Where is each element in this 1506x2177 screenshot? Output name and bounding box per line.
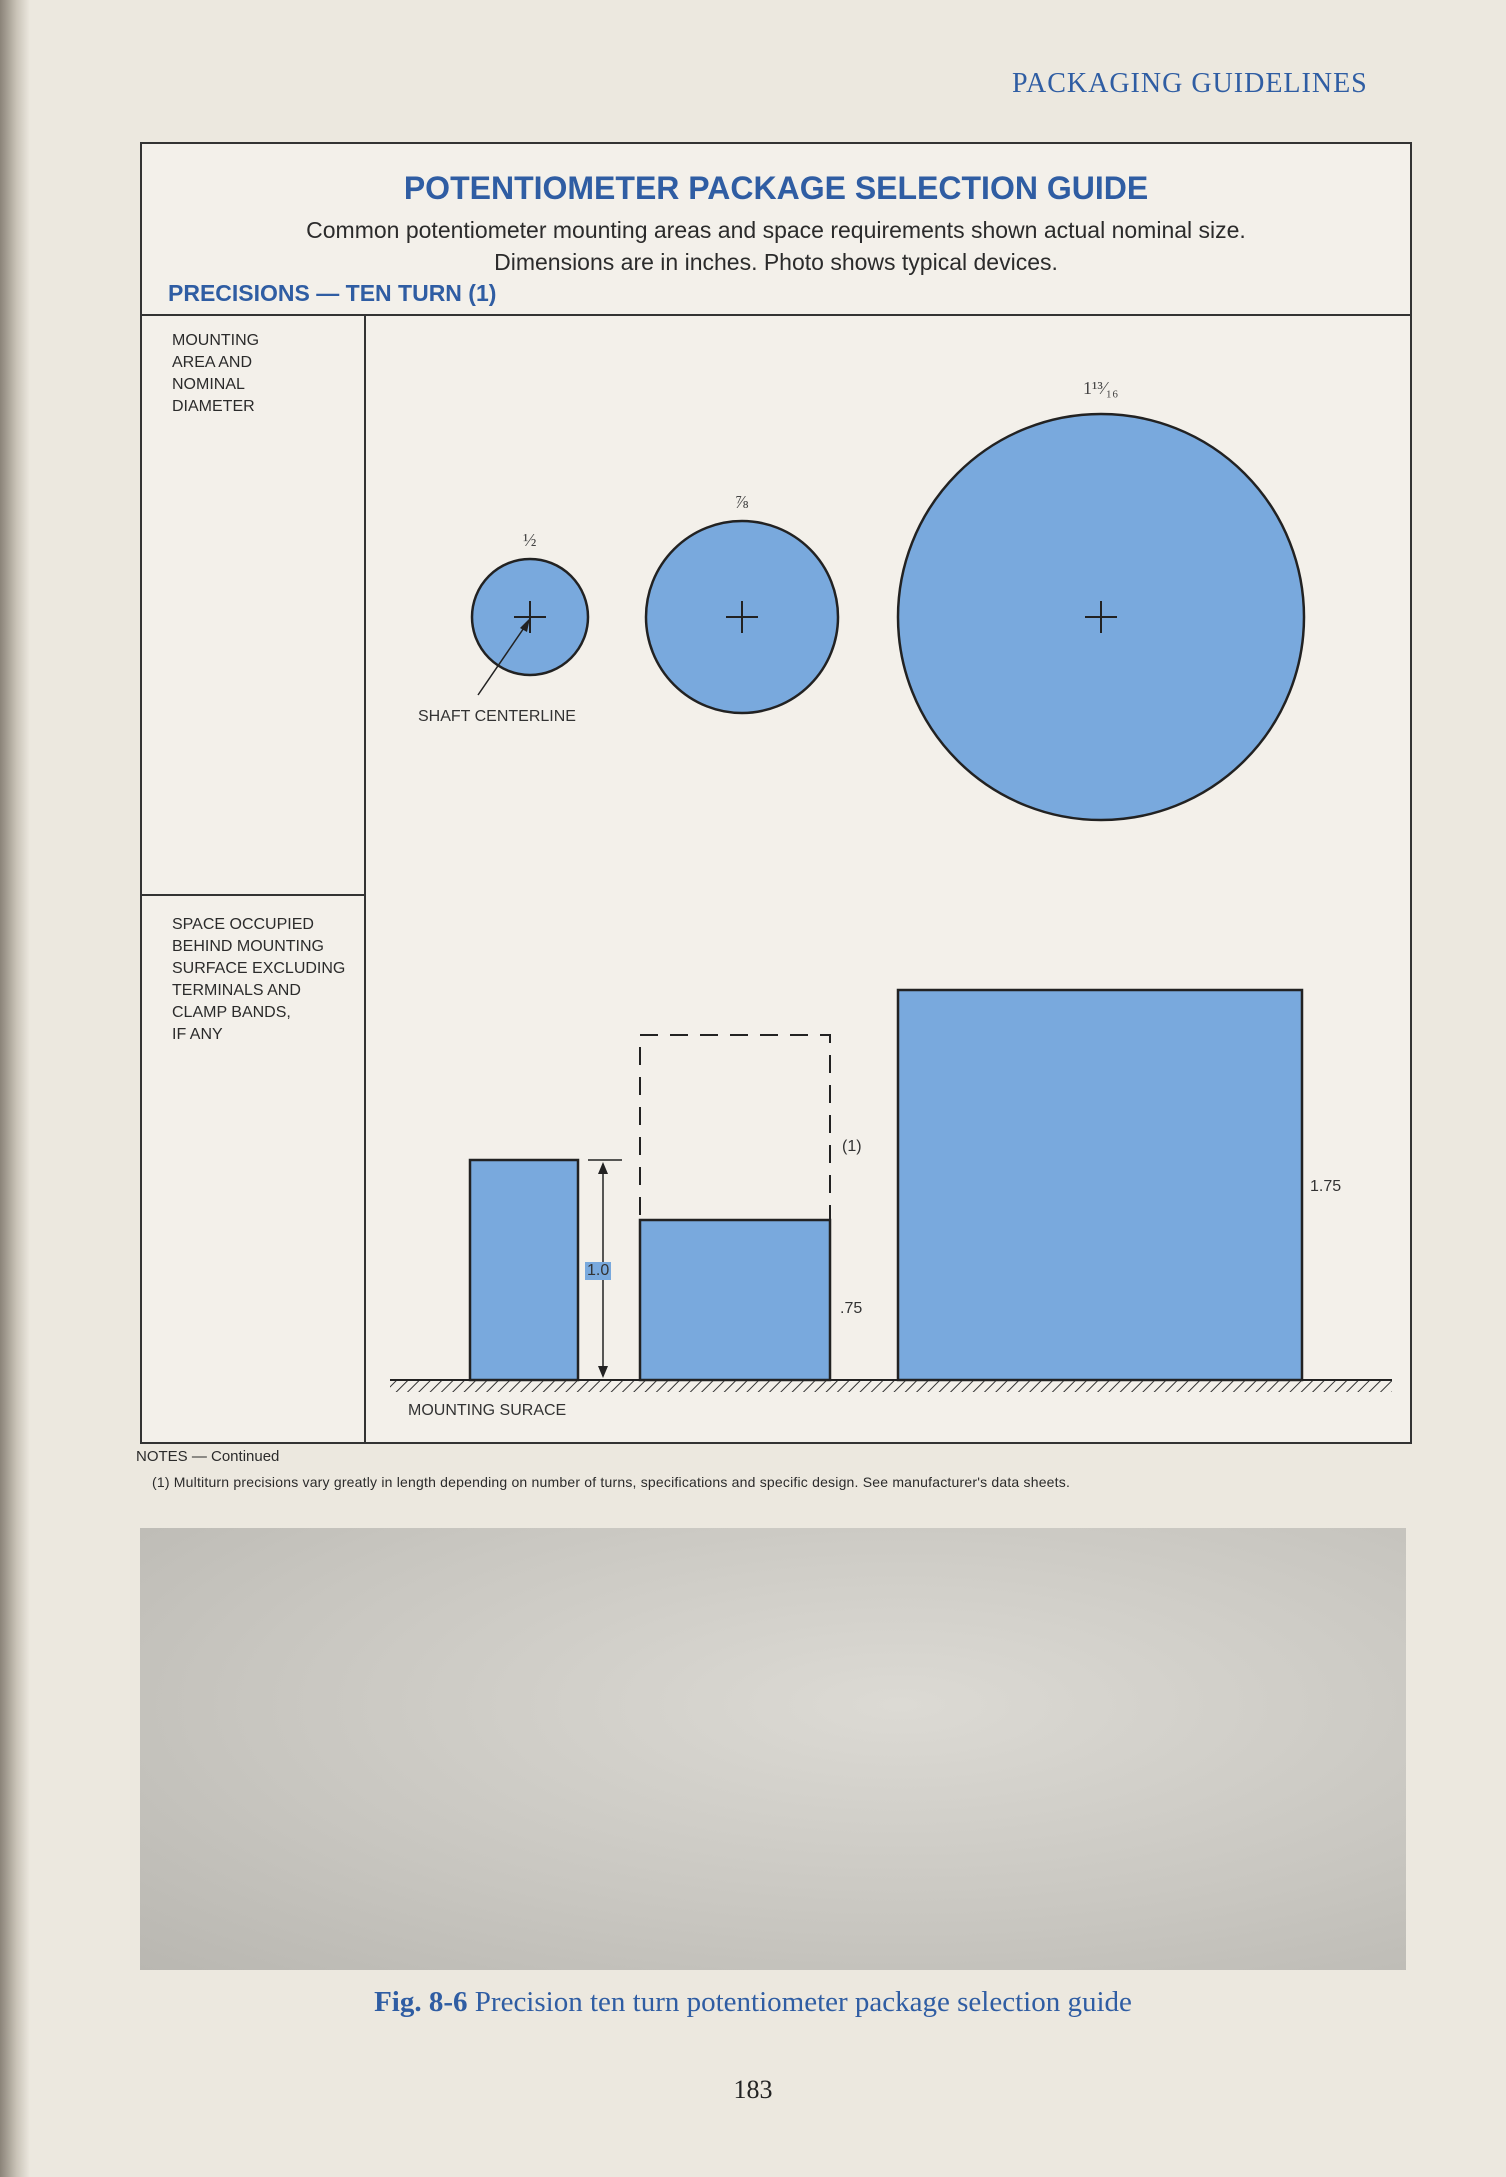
guide-title: POTENTIOMETER PACKAGE SELECTION GUIDE bbox=[403, 170, 1149, 206]
row-label-mounting-area: MOUNTING AREA AND NOMINAL DIAMETER bbox=[172, 332, 260, 415]
depth-note-medium: (1) bbox=[842, 1138, 862, 1155]
circle-small bbox=[472, 559, 588, 675]
depth-label-medium: .75 bbox=[840, 1300, 863, 1317]
figure-caption bbox=[0, 1986, 1506, 2019]
circle-large bbox=[898, 414, 1304, 820]
row-label-space-occupied: SPACE OCCUPIED BEHIND MOUNTING SURFACE EXCLUDING TERMINALS AND CLAMP BANDS, IF ANY bbox=[172, 916, 346, 1043]
page-number: 183 bbox=[733, 2075, 773, 2104]
device-photo bbox=[140, 1528, 1406, 1970]
shaft-centerline-label: SHAFT CENTERLINE bbox=[418, 708, 576, 725]
figure-label: Fig. 8-6 bbox=[374, 1986, 468, 2018]
guide-subtitle-line1: Common potentiometer mounting areas and space requirements shown actual nominal size. bbox=[306, 217, 1246, 243]
depth-rect-medium bbox=[640, 1220, 830, 1380]
depth-rect-medium-extension bbox=[640, 1035, 830, 1220]
notes-heading: NOTES — Continued bbox=[136, 1448, 280, 1465]
diameter-label-medium: ⅞ bbox=[735, 492, 749, 512]
diameter-label-small: ½ bbox=[523, 530, 537, 550]
figure-caption-text: Precision ten turn potentiometer package selection guide bbox=[474, 1986, 1132, 2018]
notes-item: (1) Multiturn precisions vary greatly in length depending on number of turns, specifications and specific design. See manufacturer's data sheets. bbox=[152, 1474, 1071, 1490]
depth-label-small: 1.0 bbox=[587, 1262, 610, 1279]
guide-subtitle-line2: Dimensions are in inches. Photo shows typical devices. bbox=[494, 249, 1058, 275]
mounting-surface-hatch bbox=[390, 1380, 1392, 1392]
diameter-label-large: 1¹³⁄₁₆ bbox=[1083, 378, 1119, 398]
depth-label-large: 1.75 bbox=[1310, 1178, 1342, 1195]
circle-medium bbox=[646, 521, 838, 713]
section-heading: PRECISIONS — TEN TURN (1) bbox=[168, 280, 497, 306]
mounting-surface-label: MOUNTING SURACE bbox=[408, 1402, 567, 1419]
running-head: PACKAGING GUIDELINES bbox=[1012, 68, 1368, 99]
depth-rect-small bbox=[470, 1160, 578, 1380]
depth-rect-large bbox=[898, 990, 1302, 1380]
